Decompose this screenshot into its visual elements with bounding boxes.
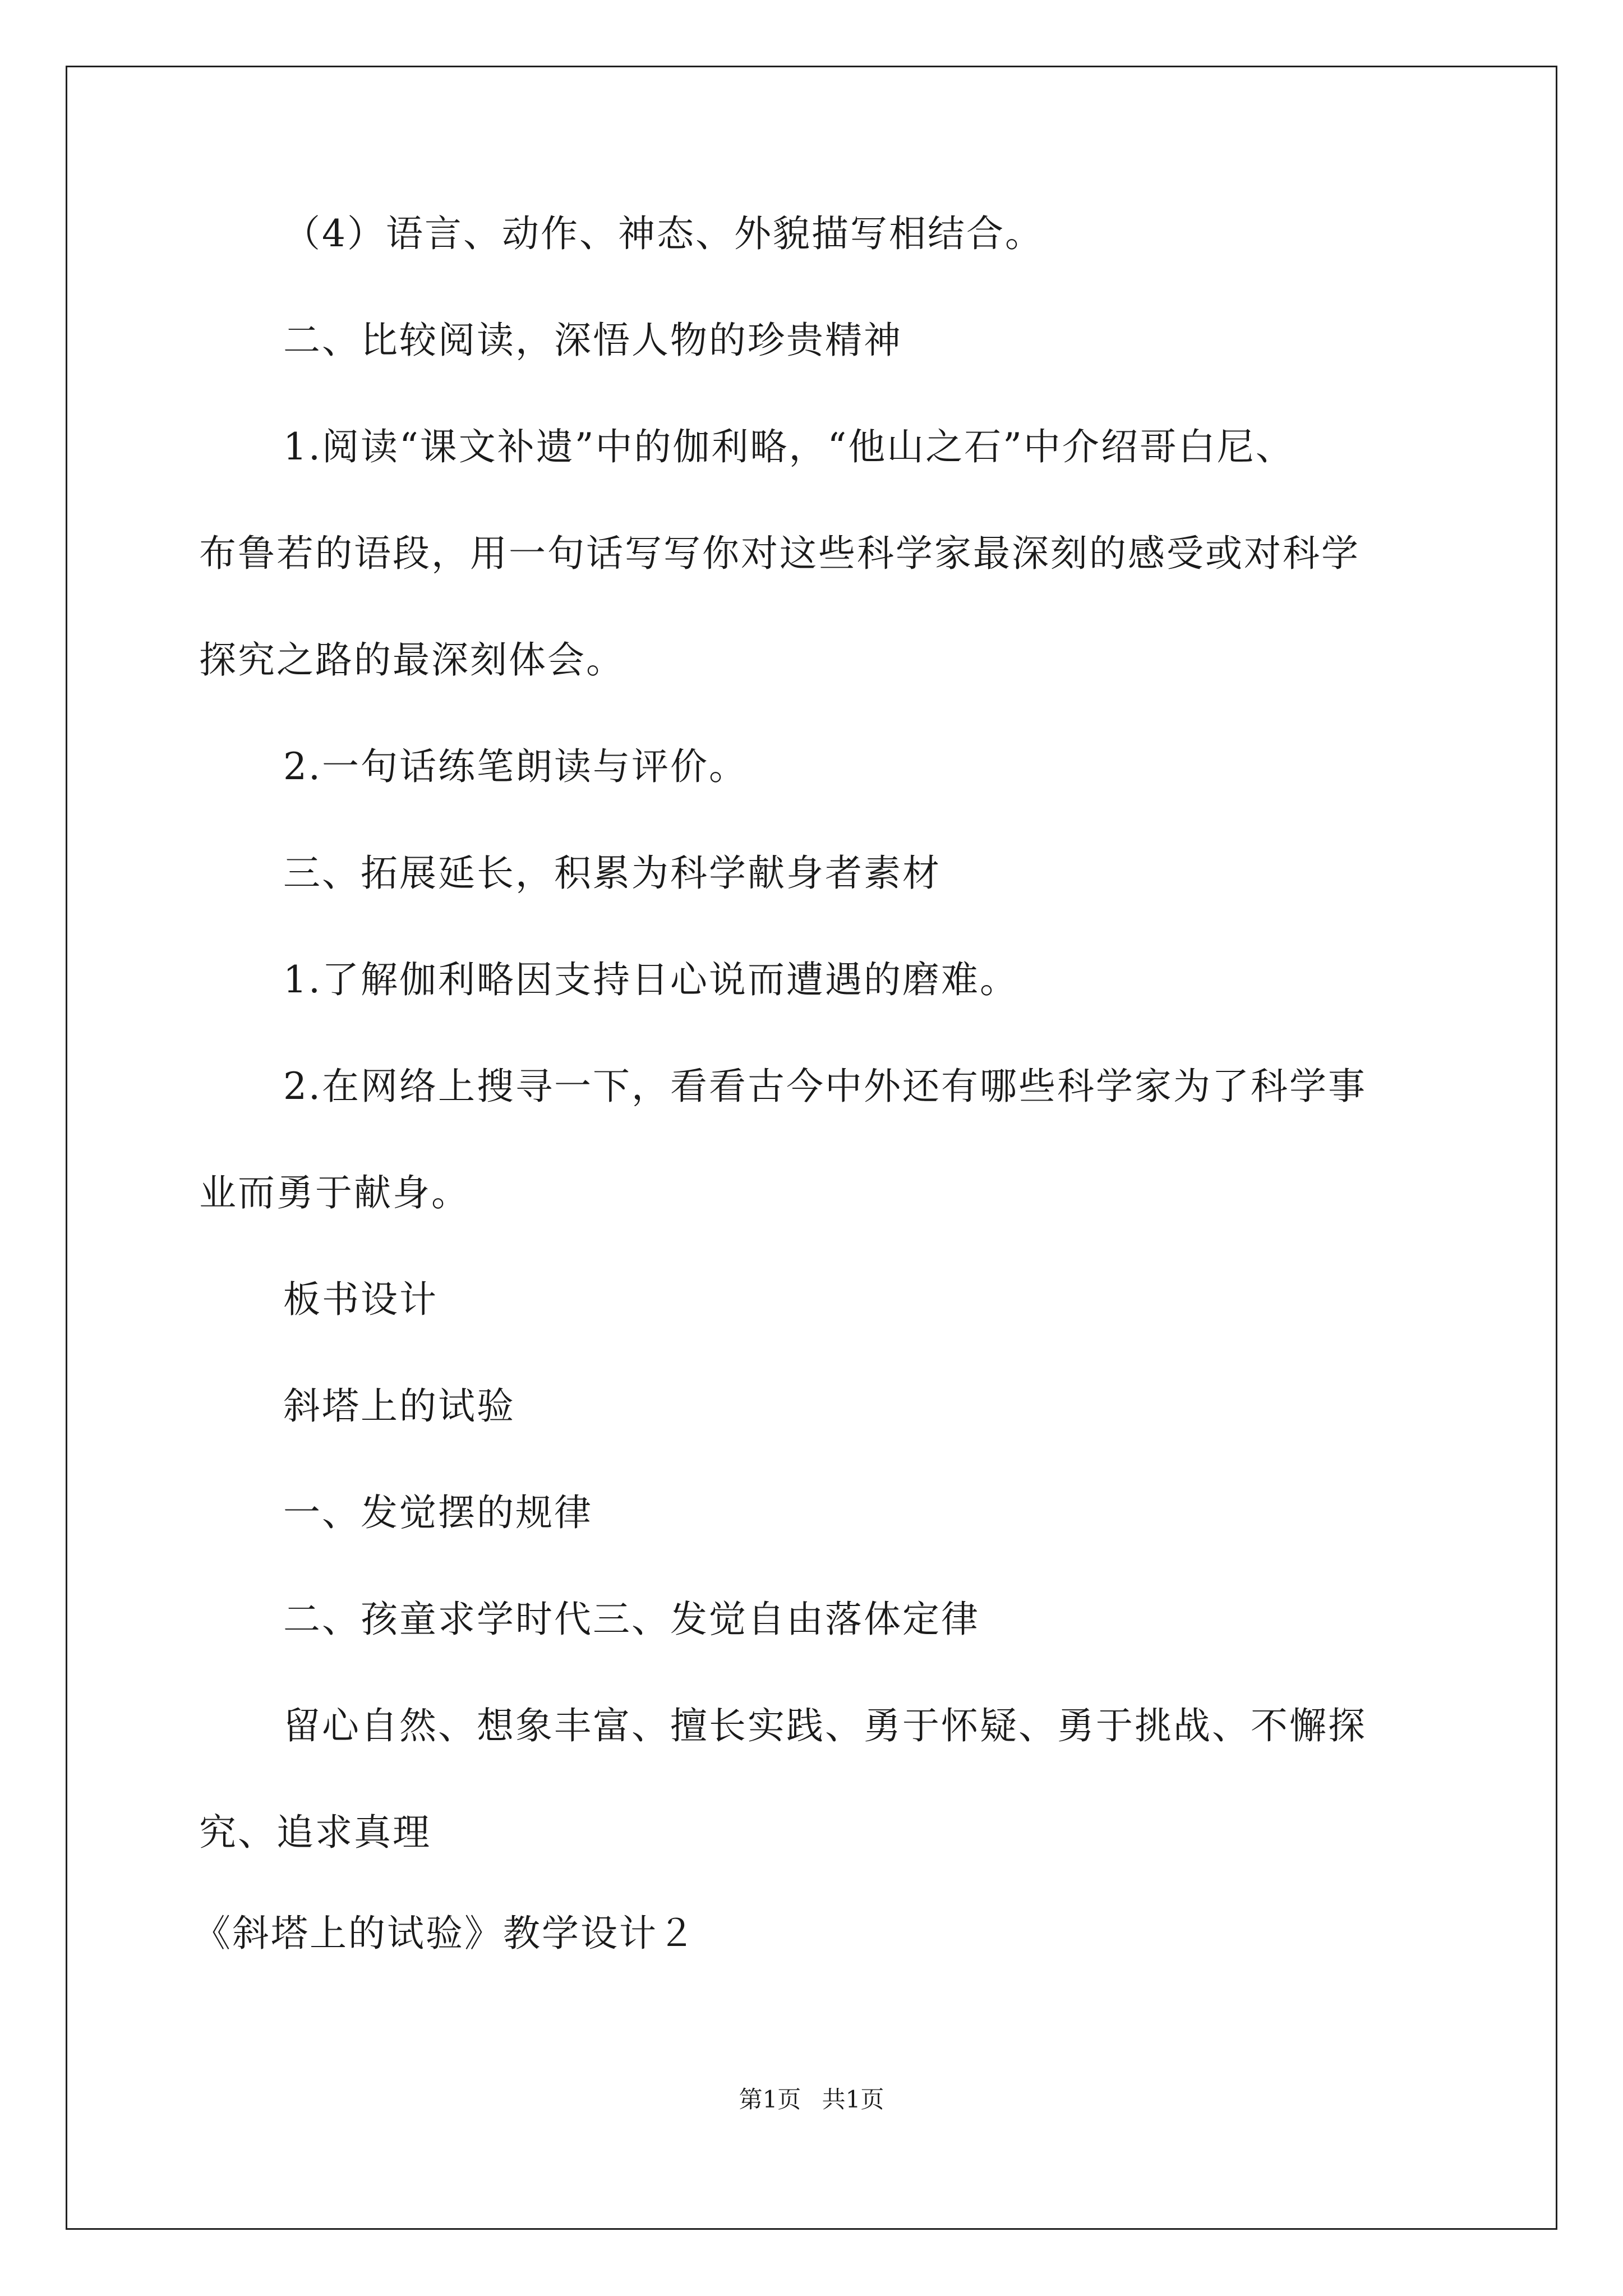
- text-line-8: 1.了解伽利略因支持日心说而遭遇的磨难。: [283, 958, 1018, 1001]
- section-heading-2: 二、比较阅读，深悟人物的珍贵精神: [283, 319, 902, 362]
- text-line-10: 业而勇于献身。: [199, 1171, 470, 1214]
- text-line-6: 2.一句话练笔朗读与评价。: [283, 745, 748, 788]
- text-line-9: 2.在网络上搜寻一下，看看古今中外还有哪些科学家为了科学事: [283, 1065, 1367, 1108]
- next-document-title: 《斜塔上的试验》教学设计２: [193, 1912, 697, 1955]
- text-line-1: （4）语言、动作、神态、外貌描写相结合。: [283, 212, 1044, 255]
- text-line-4: 布鲁若的语段，用一句话写写你对这些科学家最深刻的感受或对科学: [199, 532, 1360, 575]
- blackboard-summary-2: 究、追求真理: [199, 1811, 431, 1854]
- page-total: 共1页: [822, 2086, 884, 2113]
- page-border: [66, 66, 1557, 2230]
- blackboard-title: 斜塔上的试验: [283, 1384, 515, 1428]
- blackboard-item-2: 二、孩童求学时代三、发觉自由落体定律: [283, 1598, 980, 1641]
- section-heading-3: 三、拓展延长，积累为科学献身者素材: [283, 852, 941, 895]
- page-footer: [0, 2084, 1623, 2115]
- blackboard-summary-1: 留心自然、想象丰富、擅长实践、勇于怀疑、勇于挑战、不懈探: [283, 1704, 1367, 1747]
- text-line-3: 1.阅读“课文补遗”中的伽利略，“他山之石”中介绍哥白尼、: [283, 425, 1294, 468]
- text-line-5: 探究之路的最深刻体会。: [199, 638, 625, 682]
- blackboard-heading: 板书设计: [283, 1278, 438, 1321]
- page-number: 第1页: [739, 2086, 801, 2113]
- blackboard-item-1: 一、发觉摆的规律: [283, 1491, 593, 1534]
